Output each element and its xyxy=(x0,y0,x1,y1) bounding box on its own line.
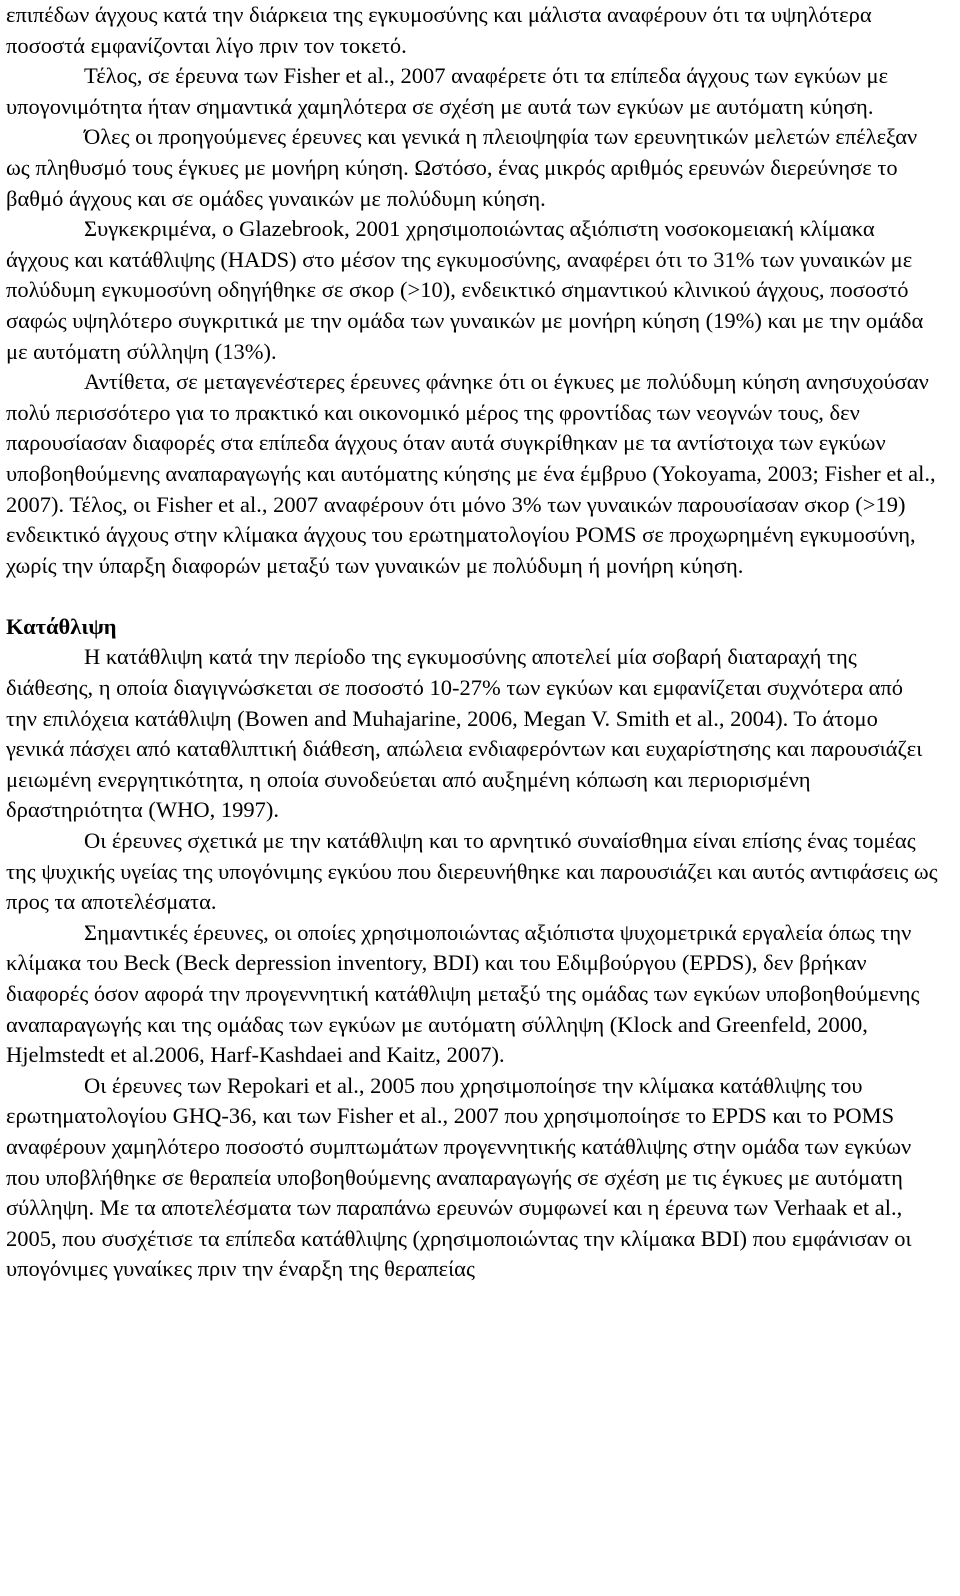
section-spacer xyxy=(6,581,938,612)
paragraph-anxiety-3: Όλες οι προηγούμενες έρευνες και γενικά η πλειοψηφία των ερευνητικών μελετών επέλεξαν ως πληθυσμό τους έγκυες με μονήρη κύηση. Ωστόσο, ένας μικρός αριθμός ερευνών διερεύνησε το βαθμό άγχους και σε ομάδες γυναικών με πολύδυμη κύηση. xyxy=(6,124,918,211)
paragraph-anxiety-1: επιπέδων άγχους κατά την διάρκεια της εγκυμοσύνης και μάλιστα αναφέρουν ότι τα υψηλότερα ποσοστά εμφανίζονται λίγο πριν τον τοκετό. xyxy=(6,2,872,58)
paragraph-anxiety-2: Τέλος, σε έρευνα των Fisher et al., 2007 αναφέρετε ότι τα επίπεδα άγχους των εγκύων με υπογονιμότητα ήταν σημαντικά χαμηλότερα σε σχέση με αυτά των εγκύων με αυτόματη κύηση. xyxy=(6,63,889,119)
section-heading: Κατάθλιψη xyxy=(6,613,117,639)
paragraph-anxiety-4: Συγκεκριμένα, ο Glazebrook, 2001 χρησιμοποιώντας αξιόπιστη νοσοκομειακή κλίμακα άγχους και κατάθλιψης (HADS) στο μέσον της εγκυμοσύνης, αναφέρει ότι το 31% των γυναικών με πολύδυμη εγκυμοσύνη οδηγήθηκε σε σκορ (>10), ενδεικτικό σημαντικού κλινικού άγχους, ποσοστό σαφώς υψηλότερο συγκριτικά με την ομάδα των γυναικών με μονήρη κύηση (19%) και με την ομάδα με αυτόματη σύλληψη (13%). xyxy=(6,216,924,364)
paragraph-anxiety-5: Αντίθετα, σε μεταγενέστερες έρευνες φάνηκε ότι οι έγκυες με πολύδυμη κύηση ανησυχούσαν πολύ περισσότερο για το πρακτικό και οικονομικό μέρος της φροντίδας των νεογνών τους, δεν παρουσίασαν διαφορές στα επίπεδα άγχους όταν αυτά συγκρίθηκαν με τα αντίστοιχα των εγκύων υποβοηθούμενης αναπαραγωγής και αυτόματης κύησης με ένα έμβρυο (Yokoyama, 2003; Fisher et al., 2007). Τέλος, οι Fisher et al., 2007 αναφέρουν ότι μόνο 3% των γυναικών παρουσίασαν σκορ (>19) ενδεικτικό άγχους στην κλίμακα άγχους του ερωτηματολογίου POMS σε προχωρημένη εγκυμοσύνη, χωρίς την ύπαρξη διαφορών μεταξύ των γυναικών με πολύδυμη ή μονήρη κύηση. xyxy=(6,369,936,578)
paragraph-depression-3: Σημαντικές έρευνες, οι οποίες χρησιμοποιώντας αξιόπιστα ψυχομετρικά εργαλεία όπως την κλίμακα του Beck (Beck depression inventory, BDI) και του Εδιμβούργου (EPDS), δεν βρήκαν διαφορές όσον αφορά την προγεννητική κατάθλιψη μεταξύ της ομάδας των εγκύων υποβοηθούμενης αναπαραγωγής και της ομάδας των εγκύων με αυτόματη σύλληψη (Klock and Greenfeld, 2000, Hjelmstedt et al.2006, Harf-Kashdaei and Kaitz, 2007). xyxy=(6,919,920,1068)
paragraph-depression-1: Η κατάθλιψη κατά την περίοδο της εγκυμοσύνης αποτελεί μία σοβαρή διαταραχή της διάθεσης, η οποία διαγιγνώσκεται σε ποσοστό 10-27% των εγκύων και εμφανίζεται συχνότερα από την επιλόχεια κατάθλιψη (Bowen and Muhajarine, 2006, Megan V. Smith et al., 2004). Το άτομο γενικά πάσχει από καταθλιπτική διάθεση, απώλεια ενδιαφερόντων και ευχαρίστησης και παρουσιάζει μειωμένη ενεργητικότητα, η οποία συνοδεύεται από αυξημένη κόπωση και περιορισμένη δραστηριότητα (WHO, 1997). xyxy=(6,644,923,823)
paragraph-depression-2: Οι έρευνες σχετικά με την κατάθλιψη και το αρνητικό συναίσθημα είναι επίσης ένας τομέας της ψυχικής υγείας της υπογόνιμης εγκύου που διερευνήθηκε και παρουσιάζει και αυτός αντιφάσεις ως προς τα αποτελέσματα. xyxy=(6,828,938,915)
paragraph-depression-4: Οι έρευνες των Repokari et al., 2005 που χρησιμοποίησε την κλίμακα κατάθλιψης του ερωτηματολογίου GHQ-36, και των Fisher et al., 2007 που χρησιμοποίησε το EPDS και το POMS αναφέρουν χαμηλότερο ποσοστό συμπτωμάτων προγεννητικής κατάθλιψης στην ομάδα των εγκύων που υποβλήθηκε σε θεραπεία υποβοηθούμενης αναπαραγωγής σε σχέση με τις έγκυες με αυτόματη σύλληψη. Με τα αποτελέσματα των παραπάνω ερευνών συμφωνεί και η έρευνα των Verhaak et al., 2005, που συσχέτισε τα επίπεδα κατάθλιψης (χρησιμοποιώντας την κλίμακα BDI) που εμφάνισαν οι υπογόνιμες γυναίκες πριν την έναρξη της θεραπείας xyxy=(6,1072,912,1282)
